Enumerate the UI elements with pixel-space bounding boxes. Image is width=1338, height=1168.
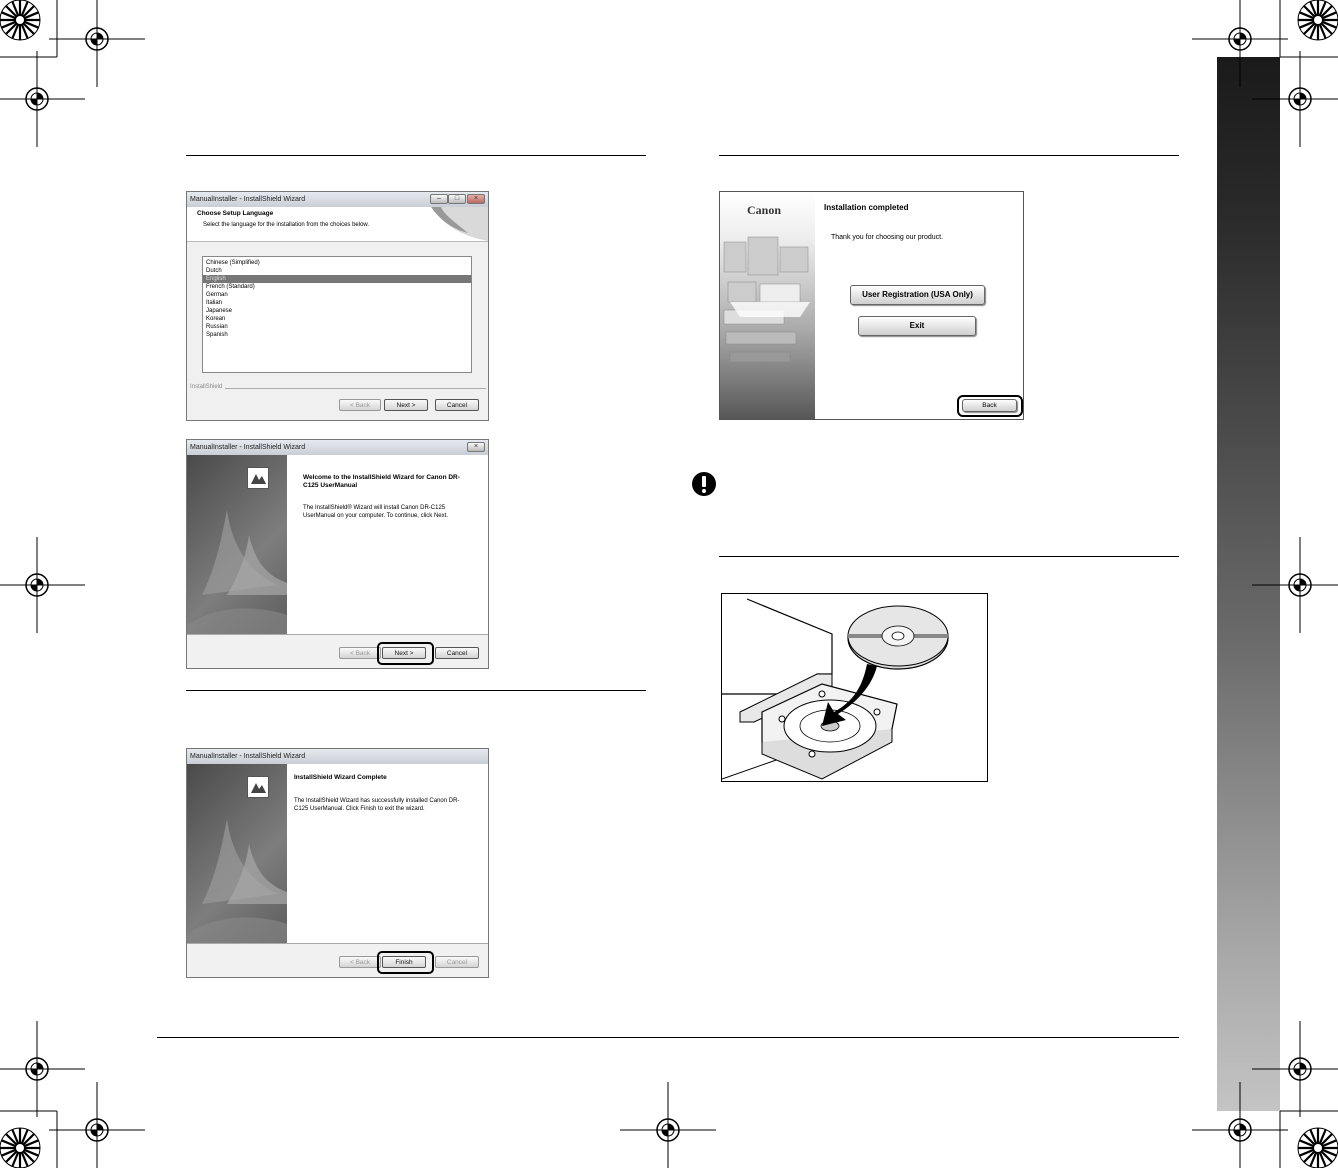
cancel-button[interactable]: Cancel [435,399,479,411]
language-option[interactable]: Italian [206,300,223,306]
maximize-icon[interactable]: □ [448,194,466,204]
complete-body: The InstallShield Wizard has successfully installed Canon DR-C125 UserManual. Click Finish to exit the wizard. [294,798,460,812]
wizard-side-panel [187,455,287,635]
language-option[interactable]: Japanese [206,308,233,314]
next-button[interactable]: Next > [382,647,426,659]
installer-icon [247,776,269,798]
section-rule [186,690,646,691]
exit-button[interactable]: Exit [858,316,976,336]
canon-logo: Canon [747,203,782,217]
section-rule [719,556,1179,557]
dialog-heading: Choose Setup Language [197,210,274,217]
language-option[interactable]: French (Standard) [206,284,255,290]
back-button-highlight [957,395,1023,417]
thank-you-message: Thank you for choosing our product. [831,234,944,241]
close-icon[interactable]: × [467,442,485,452]
welcome-dialog [186,439,489,669]
language-option[interactable]: Russian [206,324,228,330]
installer-icon [247,467,269,489]
cd-disc-illustration [721,593,988,782]
cancel-button[interactable]: Cancel [435,647,479,659]
section-rule [186,155,646,156]
close-icon[interactable]: × [467,194,485,204]
back-button[interactable]: Back [962,399,1017,412]
welcome-heading: Welcome to the InstallShield Wizard for Canon DR-C125 UserManual [303,474,460,489]
back-button[interactable]: < Back [339,399,381,411]
page-curl-graphic [423,207,489,241]
language-list[interactable] [202,256,472,373]
wizard-side-panel [187,764,287,944]
language-option[interactable]: Spanish [206,332,228,338]
language-option[interactable]: German [206,292,228,298]
welcome-body: The InstallShield® Wizard will install Canon DR-C125 UserManual on your computer. To continue, click Next. [303,505,448,519]
language-option[interactable]: English [203,275,471,283]
footer-rule [157,1037,1179,1038]
window-title: ManualInstaller - InstallShield Wizard [187,440,488,456]
language-option[interactable]: Korean [206,316,226,322]
setup-language-dialog [186,191,489,421]
cancel-button[interactable]: Cancel [435,956,479,968]
canon-installation-dialog [719,191,1024,420]
minimize-icon[interactable]: – [430,194,448,204]
back-button[interactable]: < Back [339,647,381,659]
complete-heading: InstallShield Wizard Complete [294,774,387,781]
language-option[interactable]: Chinese (Simplified) [206,260,260,266]
window-title: ManualInstaller - InstallShield Wizard [187,749,488,765]
finish-button-highlight [377,951,434,974]
next-button-highlight [377,642,434,665]
next-button[interactable]: Next > [384,399,428,411]
installshield-brand: InstallShield [190,384,223,390]
dialog-header [187,207,488,242]
dialog-subheading: Select the language for the installation from the choices below. [203,222,370,228]
window-title: ManualInstaller - InstallShield Wizard [187,192,488,208]
finish-button[interactable]: Finish [382,956,426,968]
user-registration-button[interactable]: User Registration (USA Only) [850,285,985,305]
section-rule [719,155,1179,156]
back-button[interactable]: < Back [339,956,381,968]
complete-dialog [186,748,489,978]
language-option[interactable]: Dutch [206,268,222,274]
caution-icon [691,471,717,497]
canon-side-panel [720,192,815,420]
installation-completed-heading: Installation completed [824,203,909,212]
